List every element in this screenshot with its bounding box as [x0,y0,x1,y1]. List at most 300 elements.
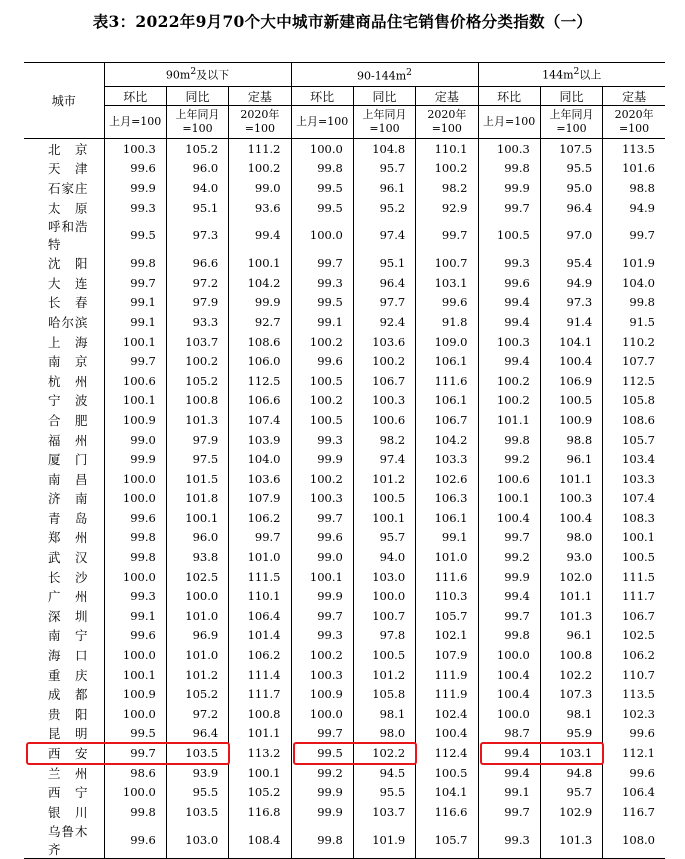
index-value: 100.9 [540,410,602,430]
index-value: 101.0 [229,547,291,567]
index-value: 102.0 [540,567,602,587]
subheader-2-1: 同比 [540,87,602,106]
index-value: 96.9 [166,626,228,646]
index-value: 103.3 [416,449,478,469]
index-value: 92.7 [229,312,291,332]
index-value: 100.8 [229,704,291,724]
highlight-box-large [480,742,604,765]
base-header-0-2: 2020年 =100 [229,106,291,139]
index-value: 100.5 [478,217,540,253]
index-value: 99.9 [478,567,540,587]
index-value: 100.1 [104,665,166,685]
index-value: 99.8 [478,430,540,450]
index-value: 99.4 [478,763,540,783]
city-name: 深圳 [48,608,88,624]
index-value: 99.9 [478,178,540,198]
city-name: 福州 [48,432,88,448]
index-value: 100.0 [104,782,166,802]
index-value: 100.6 [478,469,540,489]
index-value: 100.3 [104,139,166,159]
table-row [24,508,665,528]
index-value: 104.0 [229,449,291,469]
table-row [24,626,665,646]
index-value: 100.0 [166,586,228,606]
subheader-0-1: 同比 [166,87,228,106]
index-value: 100.2 [478,391,540,411]
index-value: 94.8 [540,763,602,783]
table-row [24,312,665,332]
index-value: 105.2 [166,684,228,704]
index-value: 100.4 [478,508,540,528]
index-value: 101.9 [353,822,415,859]
index-value: 100.7 [353,606,415,626]
index-value: 99.8 [104,528,166,548]
index-value: 102.6 [416,469,478,489]
index-value: 105.2 [166,371,228,391]
index-value: 99.1 [104,293,166,313]
table-row [24,645,665,665]
index-value: 105.7 [416,606,478,626]
index-value: 97.4 [353,217,415,253]
index-value: 98.8 [540,430,602,450]
subheader-1-1: 同比 [353,87,415,106]
index-value: 99.0 [291,547,353,567]
index-value: 104.2 [229,273,291,293]
index-value: 93.9 [166,763,228,783]
index-value: 100.1 [478,489,540,509]
index-value: 97.7 [353,293,415,313]
index-value: 112.5 [603,371,665,391]
index-value: 100.1 [104,391,166,411]
group-header-large: $144m^2$以上 [478,63,665,87]
index-value: 98.0 [353,724,415,744]
index-value: 100.2 [416,159,478,179]
group-header-small: $90m^2$及以下 [104,63,291,87]
table-row [24,410,665,430]
index-value: 100.1 [291,567,353,587]
table-row [24,391,665,411]
index-value: 99.6 [478,273,540,293]
index-value: 96.4 [353,273,415,293]
city-name: 成都 [48,687,88,703]
index-value: 101.0 [416,547,478,567]
index-value: 93.0 [540,547,602,567]
index-value: 96.1 [540,449,602,469]
index-value: 103.9 [229,430,291,450]
index-value: 98.0 [540,528,602,548]
index-value: 107.9 [229,489,291,509]
table-row [24,198,665,218]
index-value: 102.9 [540,802,602,822]
index-value: 103.3 [603,469,665,489]
index-value: 98.1 [540,704,602,724]
city-name: 武汉 [48,550,88,566]
index-value: 101.8 [166,489,228,509]
city-name: 贵阳 [48,706,88,722]
index-value: 109.0 [416,332,478,352]
index-value: 96.0 [166,159,228,179]
index-value: 112.5 [229,371,291,391]
index-value: 99.1 [416,528,478,548]
table-row [24,782,665,802]
index-value: 100.0 [478,704,540,724]
index-value: 106.6 [229,391,291,411]
subheader-2-2: 定基 [603,87,665,106]
index-value: 92.4 [353,312,415,332]
index-value: 99.2 [478,449,540,469]
index-value: 98.7 [478,724,540,744]
index-value: 100.7 [416,253,478,273]
city-name: 大连 [48,275,88,291]
index-value: 98.8 [603,178,665,198]
index-value: 105.2 [229,782,291,802]
index-value: 101.5 [166,469,228,489]
index-value: 103.6 [353,332,415,352]
index-value: 91.4 [540,312,602,332]
table-row [24,351,665,371]
index-value: 99.7 [104,743,166,763]
city-name: 哈尔滨 [48,314,88,330]
index-value: 103.6 [229,469,291,489]
index-value: 111.2 [229,139,291,159]
index-value: 99.0 [104,430,166,450]
index-value: 99.4 [478,743,540,763]
index-value: 113.5 [603,139,665,159]
index-value: 104.0 [603,273,665,293]
index-value: 95.1 [166,198,228,218]
table-row [24,567,665,587]
index-value: 99.1 [291,312,353,332]
index-value: 100.5 [416,763,478,783]
index-value: 106.4 [603,782,665,802]
index-value: 106.3 [416,489,478,509]
index-value: 99.5 [291,178,353,198]
index-value: 100.0 [104,645,166,665]
index-value: 98.2 [416,178,478,198]
index-value: 113.2 [229,743,291,763]
index-value: 97.3 [540,293,602,313]
subheader-0-2: 定基 [229,87,291,106]
index-value: 101.0 [166,645,228,665]
base-header-2-0: 上月=100 [478,106,540,139]
index-value: 99.3 [478,253,540,273]
index-value: 97.8 [353,626,415,646]
index-value: 99.6 [104,159,166,179]
base-header-2-2: 2020年 =100 [603,106,665,139]
index-value: 100.5 [540,391,602,411]
city-name: 青岛 [48,510,88,526]
index-value: 111.6 [416,567,478,587]
index-value: 99.4 [478,351,540,371]
index-value: 99.6 [416,293,478,313]
index-value: 100.0 [104,489,166,509]
index-value: 99.9 [104,449,166,469]
subheader-1-0: 环比 [291,87,353,106]
subheader-1-2: 定基 [416,87,478,106]
table-row [24,178,665,198]
index-value: 99.8 [291,822,353,859]
index-value: 106.2 [603,645,665,665]
index-value: 93.8 [166,547,228,567]
index-value: 99.9 [291,586,353,606]
index-value: 100.4 [478,684,540,704]
table-row [24,763,665,783]
index-value: 100.2 [166,351,228,371]
table-row [24,293,665,313]
index-value: 92.9 [416,198,478,218]
index-value: 101.0 [166,606,228,626]
index-value: 110.2 [603,332,665,352]
index-value: 99.7 [229,528,291,548]
index-value: 100.2 [291,645,353,665]
index-value: 99.9 [291,802,353,822]
index-value: 102.1 [416,626,478,646]
index-value: 102.5 [166,567,228,587]
index-value: 91.8 [416,312,478,332]
index-value: 101.2 [353,665,415,685]
index-value: 99.8 [104,802,166,822]
index-value: 100.9 [291,684,353,704]
index-value: 99.6 [104,626,166,646]
index-value: 100.6 [104,371,166,391]
index-value: 100.0 [353,586,415,606]
index-value: 106.1 [416,508,478,528]
city-name: 厦门 [48,452,88,468]
index-value: 97.2 [166,273,228,293]
index-value: 95.5 [353,782,415,802]
index-value: 95.7 [540,782,602,802]
index-value: 99.5 [104,217,166,253]
index-value: 100.9 [104,410,166,430]
index-value: 100.9 [104,684,166,704]
column-header-city: 城市 [24,63,104,139]
index-value: 100.0 [291,704,353,724]
index-value: 100.0 [104,469,166,489]
index-value: 103.4 [603,449,665,469]
index-value: 99.8 [104,253,166,273]
index-value: 100.2 [353,351,415,371]
index-value: 99.6 [291,351,353,371]
index-value: 102.4 [416,704,478,724]
city-name: 南宁 [48,628,88,644]
index-value: 99.4 [478,586,540,606]
index-value: 100.2 [291,332,353,352]
index-value: 106.1 [416,391,478,411]
index-value: 100.2 [291,469,353,489]
base-header-0-1: 上年同月 =100 [166,106,228,139]
city-name: 乌鲁木齐 [24,822,104,859]
index-value: 103.1 [540,743,602,763]
table-row [24,822,665,859]
index-value: 99.8 [104,547,166,567]
index-value: 111.5 [229,567,291,587]
index-value: 93.6 [229,198,291,218]
index-value: 100.5 [353,489,415,509]
index-value: 105.8 [353,684,415,704]
index-value: 97.2 [166,704,228,724]
index-value: 107.5 [540,139,602,159]
index-value: 99.5 [291,198,353,218]
table-row [24,253,665,273]
index-value: 100.3 [478,332,540,352]
index-value: 116.7 [603,802,665,822]
index-value: 100.5 [603,547,665,567]
index-value: 100.4 [540,351,602,371]
index-value: 110.7 [603,665,665,685]
index-value: 99.9 [291,449,353,469]
index-value: 99.7 [291,724,353,744]
index-value: 95.0 [540,178,602,198]
index-value: 100.1 [229,253,291,273]
index-value: 105.2 [166,139,228,159]
index-value: 99.6 [603,763,665,783]
index-value: 101.9 [603,253,665,273]
base-header-1-0: 上月=100 [291,106,353,139]
table-row [24,139,665,159]
index-value: 103.7 [166,332,228,352]
city-name: 沈阳 [48,256,88,272]
city-name: 广州 [48,589,88,605]
index-value: 95.7 [353,528,415,548]
city-name: 长沙 [48,569,88,585]
table-row [24,332,665,352]
index-value: 100.0 [104,567,166,587]
index-value: 101.1 [229,724,291,744]
index-value: 96.6 [166,253,228,273]
index-value: 111.7 [603,586,665,606]
city-name: 石家庄 [48,180,88,196]
index-value: 94.0 [353,547,415,567]
city-name: 南昌 [48,471,88,487]
table-row [24,606,665,626]
table-row [24,586,665,606]
index-value: 95.5 [166,782,228,802]
index-value: 107.9 [416,645,478,665]
index-value: 107.4 [229,410,291,430]
index-value: 111.9 [416,684,478,704]
base-header-1-1: 上年同月 =100 [353,106,415,139]
index-value: 106.4 [229,606,291,626]
index-value: 99.9 [229,293,291,313]
index-value: 108.6 [229,332,291,352]
index-value: 106.7 [353,371,415,391]
index-value: 104.1 [540,332,602,352]
index-value: 99.1 [478,782,540,802]
index-value: 100.1 [104,332,166,352]
table-row [24,217,665,253]
index-value: 101.1 [478,410,540,430]
index-value: 99.3 [104,198,166,218]
index-value: 102.3 [603,704,665,724]
index-value: 99.2 [478,547,540,567]
table-row [24,684,665,704]
index-value: 99.7 [603,217,665,253]
city-name: 济南 [48,491,88,507]
index-value: 110.1 [416,139,478,159]
index-value: 99.7 [478,802,540,822]
index-value: 97.5 [166,449,228,469]
index-value: 94.9 [603,198,665,218]
index-value: 100.0 [291,139,353,159]
index-value: 100.8 [166,391,228,411]
index-value: 106.9 [540,371,602,391]
index-value: 100.5 [353,645,415,665]
base-header-2-1: 上年同月 =100 [540,106,602,139]
index-value: 99.5 [291,743,353,763]
index-value: 100.3 [291,665,353,685]
table-row [24,371,665,391]
index-value: 99.3 [291,430,353,450]
index-value: 106.7 [603,606,665,626]
index-value: 106.2 [229,508,291,528]
index-value: 100.8 [540,645,602,665]
index-value: 105.7 [416,822,478,859]
index-value: 95.1 [353,253,415,273]
city-name: 海口 [48,648,88,664]
index-value: 99.7 [291,508,353,528]
index-value: 99.3 [478,822,540,859]
index-value: 99.7 [416,217,478,253]
index-value: 99.8 [603,293,665,313]
index-value: 103.0 [353,567,415,587]
index-value: 104.2 [416,430,478,450]
table-row [24,430,665,450]
index-value: 99.4 [229,217,291,253]
index-value: 108.3 [603,508,665,528]
city-name: 合肥 [48,412,88,428]
index-value: 100.2 [478,371,540,391]
city-name: 兰州 [48,765,88,781]
index-value: 111.9 [416,665,478,685]
city-name: 长春 [48,295,88,311]
city-name: 郑州 [48,530,88,546]
index-value: 99.0 [229,178,291,198]
index-value: 96.4 [166,724,228,744]
index-value: 95.7 [353,159,415,179]
index-value: 99.7 [104,351,166,371]
index-value: 100.3 [478,139,540,159]
index-value: 99.7 [291,606,353,626]
table-row [24,469,665,489]
index-value: 104.1 [416,782,478,802]
city-name: 南京 [48,354,88,370]
index-value: 116.6 [416,802,478,822]
table-row [24,665,665,685]
subheader-0-0: 环比 [104,87,166,106]
index-value: 97.3 [166,217,228,253]
index-value: 99.7 [478,198,540,218]
index-value: 100.0 [478,645,540,665]
index-value: 99.5 [291,293,353,313]
index-value: 101.4 [229,626,291,646]
index-value: 99.8 [478,626,540,646]
page-title: 表3：2022年9月70个大中城市新建商品住宅销售价格分类指数（一） [92,12,593,31]
index-value: 100.1 [603,528,665,548]
table-row [24,802,665,822]
index-value: 107.3 [540,684,602,704]
index-value: 99.3 [291,273,353,293]
index-value: 106.1 [416,351,478,371]
index-value: 100.4 [478,665,540,685]
index-value: 108.4 [229,822,291,859]
city-name: 呼和浩特 [48,219,88,253]
index-value: 106.7 [416,410,478,430]
index-value: 103.5 [166,802,228,822]
index-value: 91.5 [603,312,665,332]
index-value: 99.2 [291,763,353,783]
base-header-1-2: 2020年 =100 [416,106,478,139]
index-value: 100.3 [353,391,415,411]
